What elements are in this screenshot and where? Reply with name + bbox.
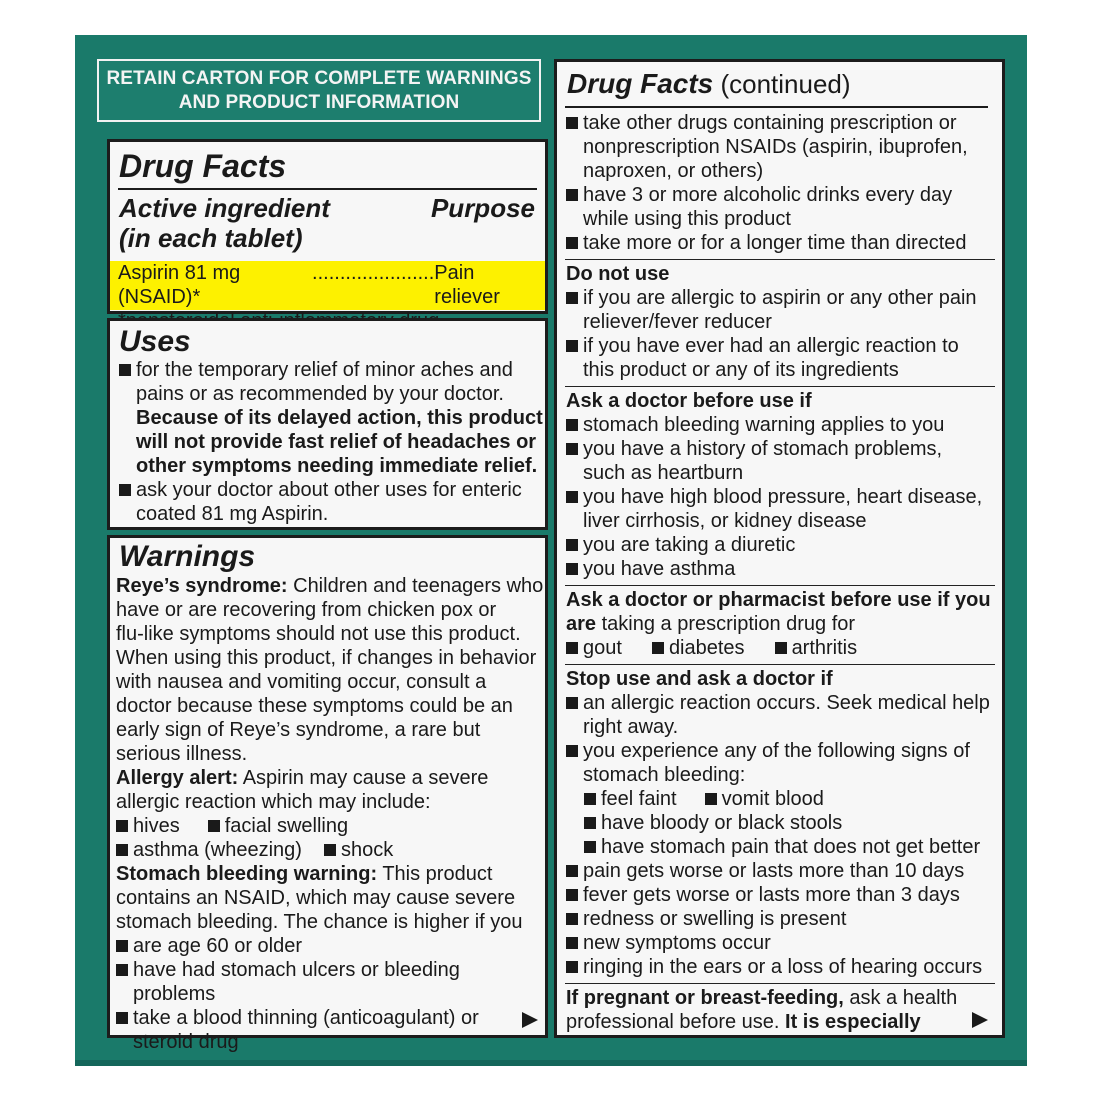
pregnancy-paragraph: [566, 986, 994, 1010]
bullet-icon: [324, 844, 336, 856]
symptom-text: shock: [340, 839, 394, 861]
stomach-label: Stomach bleeding warning:: [116, 863, 378, 885]
reye-text: flu-like symptoms should not use this product.: [116, 623, 521, 645]
bullet-icon: [566, 865, 578, 877]
list-item: [566, 739, 994, 859]
list-item: [324, 838, 393, 862]
stomach-text: stomach bleeding. The chance is higher if you: [116, 911, 523, 933]
list-item: [116, 934, 546, 958]
bullet-icon: [566, 419, 578, 431]
list-item: [566, 286, 994, 334]
uses-title: Uses: [119, 325, 191, 358]
uses-text: for the temporary relief of minor aches and: [136, 359, 513, 381]
carton-edge: [75, 1060, 1027, 1066]
reye-text: have or are recovering from chicken pox or: [116, 599, 497, 621]
symptom-text: hives: [133, 815, 180, 837]
continued-title-row: [567, 68, 851, 100]
bullet-icon: [775, 642, 787, 654]
ask-pharmacist-heading: Ask a doctor or pharmacist before use if you: [566, 589, 991, 611]
leader-dots: ......................: [312, 262, 435, 284]
pregnancy-line-2: [566, 1010, 994, 1034]
do-not-use-heading: Do not use: [566, 263, 670, 285]
allergy-text: allergic reaction which may include:: [116, 791, 431, 813]
bullet-icon: [116, 820, 128, 832]
bullet-icon: [705, 793, 717, 805]
warning-text: you experience any of the following signs of: [583, 740, 970, 762]
risk-text: steroid drug: [133, 1031, 239, 1053]
bullet-icon: [116, 940, 128, 952]
bullet-icon: [566, 189, 578, 201]
list-item: [566, 955, 994, 979]
ingredient-purpose: Pain reliever: [434, 262, 500, 308]
purpose-heading: Purpose: [430, 193, 535, 223]
list-item: [566, 883, 994, 907]
pharmacist-are: are: [566, 613, 597, 635]
bullet-icon: [566, 117, 578, 129]
list-item: [116, 958, 546, 1006]
warning-text: reliever/fever reducer: [583, 311, 772, 333]
bullet-icon: [566, 563, 578, 575]
pregnancy-label: If pregnant or breast-feeding,: [566, 987, 844, 1009]
warning-text: take more or for a longer time than directed: [583, 232, 967, 254]
ingredient-highlight: [110, 261, 545, 310]
bullet-icon: [119, 364, 131, 376]
warning-text: ringing in the ears or a loss of hearing occurs: [583, 956, 983, 978]
bullet-icon: [566, 292, 578, 304]
risk-text: take a blood thinning (anticoagulant) or: [133, 1007, 479, 1029]
active-ingredient-heading: [119, 193, 330, 253]
bullet-icon: [566, 443, 578, 455]
warning-text: you have high blood pressure, heart disease,: [583, 486, 983, 508]
divider: [565, 585, 995, 586]
bullet-icon: [208, 820, 220, 832]
list-item: [566, 533, 994, 557]
active-ingredient-label: Active ingredient: [119, 193, 330, 223]
warning-text: new symptoms occur: [583, 932, 771, 954]
bullet-icon: [566, 539, 578, 551]
list-item: [566, 183, 994, 231]
bullet-icon: [584, 841, 596, 853]
list-item: [584, 787, 677, 811]
bullet-icon: [566, 889, 578, 901]
bullet-icon: [566, 340, 578, 352]
pregnancy-text: ask a health: [843, 987, 958, 1009]
warnings-panel: [107, 535, 548, 1053]
bullet-icon: [566, 642, 578, 654]
continued-title: Drug Facts: [567, 68, 714, 99]
warnings-body: [116, 574, 546, 1054]
bullet-icon: [566, 745, 578, 757]
continued-body: [566, 111, 994, 1034]
symptom-text: facial swelling: [224, 815, 349, 837]
warning-text: if you have ever had an allergic reaction to: [583, 335, 959, 357]
conditions-row: [566, 636, 994, 660]
stomach-paragraph: [116, 862, 546, 886]
bullet-icon: [652, 642, 664, 654]
symptom-text: asthma (wheezing): [133, 839, 302, 861]
list-item: [566, 111, 994, 183]
drug-facts-continued-panel: [554, 59, 1005, 1038]
uses-text: coated 81 mg Aspirin.: [136, 503, 329, 525]
divider: [565, 386, 995, 387]
warning-text: right away.: [583, 716, 679, 738]
list-item: [566, 413, 994, 437]
bleeding-signs-row: [583, 787, 994, 811]
stomach-text: This product: [377, 863, 493, 885]
list-item: [566, 931, 994, 955]
list-item: [566, 636, 622, 660]
warnings-title: Warnings: [119, 540, 256, 573]
warning-text: fever gets worse or lasts more than 3 days: [583, 884, 960, 906]
reye-text: serious illness.: [116, 743, 248, 765]
divider: [565, 259, 995, 260]
allergy-text: Aspirin may cause a severe: [238, 767, 489, 789]
uses-panel: [107, 318, 548, 530]
bullet-icon: [566, 937, 578, 949]
list-item: [119, 478, 544, 526]
bullet-icon: [566, 913, 578, 925]
warning-text: if you are allergic to aspirin or any other pain: [583, 287, 977, 309]
warning-text: stomach bleeding:: [583, 764, 746, 786]
pregnancy-bold-text: It is especially: [785, 1011, 921, 1033]
warning-text: nonprescription NSAIDs (aspirin, ibuprofen,: [583, 136, 968, 158]
continued-suffix: (continued): [713, 69, 851, 99]
banner-line-1: RETAIN CARTON FOR COMPLETE WARNINGS: [106, 68, 532, 89]
warning-text: liver cirrhosis, or kidney disease: [583, 510, 867, 532]
bullet-icon: [566, 237, 578, 249]
bullet-icon: [116, 964, 128, 976]
warning-text: have 3 or more alcoholic drinks every day: [583, 184, 953, 206]
uses-bold-text: will not provide fast relief of headaches or: [136, 431, 537, 453]
list-item: [116, 838, 302, 862]
allergy-paragraph: [116, 766, 546, 790]
list-item: [775, 636, 858, 660]
list-item: [566, 557, 994, 581]
divider: [565, 664, 995, 665]
list-item: [566, 485, 994, 533]
allergy-symptoms-row: [116, 814, 546, 838]
divider: [565, 106, 988, 108]
reye-text: with nausea and vomiting occur, consult a: [116, 671, 487, 693]
list-item: [705, 787, 824, 811]
uses-bold-text: other symptoms needing immediate relief.: [136, 455, 538, 477]
warning-text: while using this product: [583, 208, 791, 230]
sign-text: feel faint: [601, 788, 677, 810]
warning-text: you have asthma: [583, 558, 736, 580]
uses-list: [119, 358, 544, 526]
uses-text: ask your doctor about other uses for enteric: [136, 479, 522, 501]
reye-label: Reye’s syndrome:: [116, 575, 288, 597]
list-item: [208, 814, 348, 838]
divider: [565, 983, 995, 984]
drug-facts-title: Drug Facts: [119, 148, 287, 184]
drug-facts-panel: [107, 139, 548, 314]
list-item: [652, 636, 745, 660]
sign-text: vomit blood: [721, 788, 824, 810]
risk-text: are age 60 or older: [133, 935, 303, 957]
reye-text: early sign of Reye’s syndrome, a rare but: [116, 719, 481, 741]
warning-text: you are taking a diuretic: [583, 534, 796, 556]
warning-text: pain gets worse or lasts more than 10 days: [583, 860, 965, 882]
warning-text: redness or swelling is present: [583, 908, 847, 930]
retain-carton-banner: [97, 59, 541, 122]
bullet-icon: [116, 1012, 128, 1024]
sign-text: have bloody or black stools: [601, 812, 843, 834]
sign-text: have stomach pain that does not get better: [601, 836, 981, 858]
active-ingredient-sublabel: (in each tablet): [119, 223, 303, 253]
allergy-label: Allergy alert:: [116, 767, 239, 789]
list-item: [116, 1006, 546, 1054]
reye-text: When using this product, if changes in behavior: [116, 647, 537, 669]
warning-text: such as heartburn: [583, 462, 744, 484]
stomach-text: contains an NSAID, which may cause severe: [116, 887, 516, 909]
list-item: [119, 358, 544, 478]
uses-text: pains or as recommended by your doctor.: [136, 383, 504, 405]
reye-paragraph: [116, 574, 546, 598]
list-item: [584, 811, 994, 835]
stop-use-heading: Stop use and ask a doctor if: [566, 668, 833, 690]
bullet-icon: [119, 484, 131, 496]
list-item: [566, 231, 994, 255]
risk-text: have had stomach ulcers or bleeding problems: [133, 959, 460, 1005]
bullet-icon: [116, 844, 128, 856]
condition-text: gout: [583, 637, 622, 659]
allergy-symptoms-row: [116, 838, 546, 862]
warning-text: take other drugs containing prescription or: [583, 112, 957, 134]
bullet-icon: [566, 491, 578, 503]
ingredient-row: [118, 261, 537, 309]
condition-text: diabetes: [668, 637, 745, 659]
pregnancy-text: professional before use.: [566, 1011, 786, 1033]
continue-arrow-icon: [522, 1012, 538, 1028]
banner-line-2: AND PRODUCT INFORMATION: [178, 92, 460, 113]
warning-text: an allergic reaction occurs. Seek medical help: [583, 692, 990, 714]
bullet-icon: [566, 961, 578, 973]
warning-text: naproxen, or others): [583, 160, 764, 182]
reye-text: Children and teenagers who: [287, 575, 544, 597]
bullet-icon: [584, 817, 596, 829]
list-item: [566, 691, 994, 739]
bullet-icon: [584, 793, 596, 805]
pharmacist-text-row: [566, 612, 994, 636]
list-item: [566, 907, 994, 931]
list-item: [584, 835, 994, 859]
list-item: [566, 334, 994, 382]
bullet-icon: [566, 697, 578, 709]
warning-text: stomach bleeding warning applies to you: [583, 414, 945, 436]
condition-text: arthritis: [791, 637, 858, 659]
pharmacist-text: taking a prescription drug for: [596, 613, 856, 635]
warning-text: this product or any of its ingredients: [583, 359, 899, 381]
divider: [118, 188, 537, 190]
continue-arrow-icon: [972, 1012, 988, 1028]
list-item: [566, 437, 994, 485]
ask-doctor-heading: Ask a doctor before use if: [566, 390, 812, 412]
list-item: [566, 859, 994, 883]
reye-text: doctor because these symptoms could be an: [116, 695, 513, 717]
ingredient-name: Aspirin 81 mg (NSAID)*: [118, 262, 241, 308]
uses-bold-text: Because of its delayed action, this product: [136, 407, 543, 429]
list-item: [116, 814, 180, 838]
warning-text: you have a history of stomach problems,: [583, 438, 943, 460]
